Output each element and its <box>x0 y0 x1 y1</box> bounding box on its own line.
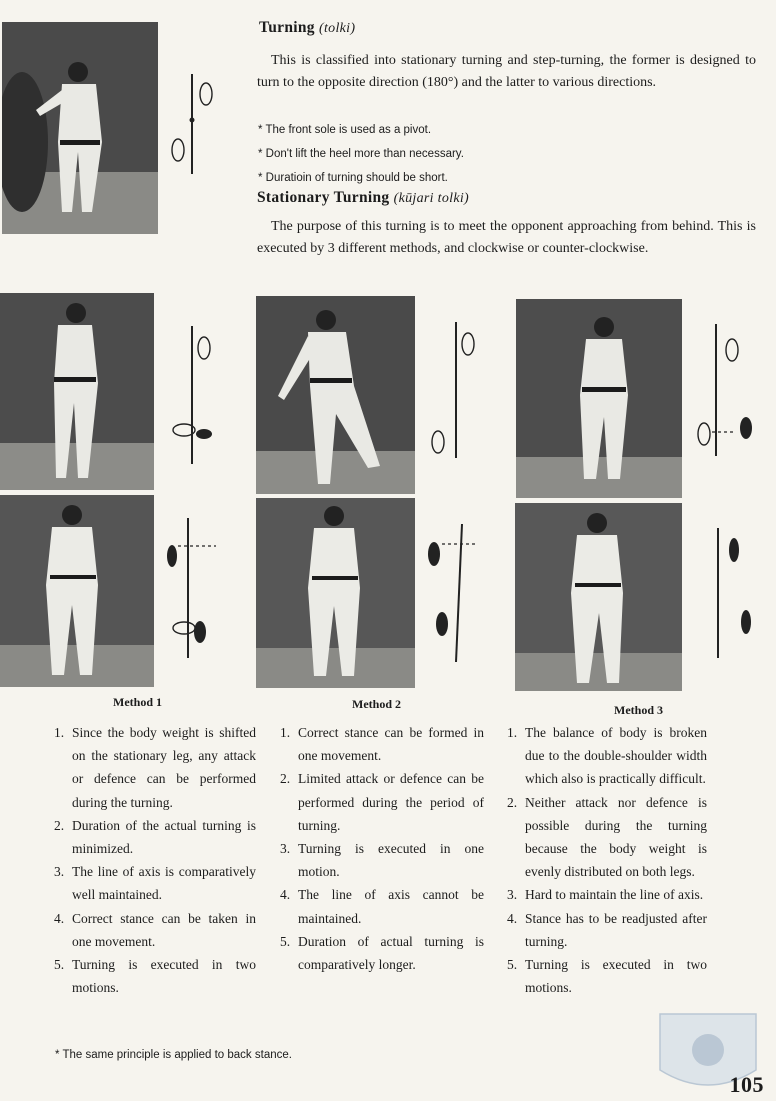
method-1-points <box>54 721 256 999</box>
method-1-diagram-bottom <box>160 516 220 662</box>
list-item: 1. The balance of body is broken due to the double-shoulder width which also is practically difficult. <box>507 721 707 791</box>
list-item: 3. The line of axis is comparatively well maintained. <box>54 860 256 906</box>
list-item: 2. Duration of the actual turning is minimized. <box>54 814 256 860</box>
list-item: 4. Stance has to be readjusted after turning. <box>507 907 707 953</box>
method-2-diagram-top <box>422 320 484 460</box>
method-3-diagram-bottom <box>692 526 758 660</box>
method-3-photo-front <box>516 299 682 498</box>
section-title-term: (tolki) <box>319 21 356 36</box>
list-item: 5. Turning is executed in two motions. <box>507 953 707 999</box>
method-3-point-2: Neither attack nor defence is possible during the turning because the body weight is evenly distributed on both legs. <box>525 794 707 880</box>
list-item: 2. Limited attack or defence can be performed during the period of turning. <box>280 767 484 837</box>
method-2-points <box>280 721 484 976</box>
note-1: * The front sole is used as a pivot. <box>258 124 432 136</box>
method-1-photo-back <box>0 495 154 687</box>
list-item: 5. Duration of actual turning is comparatively longer. <box>280 930 484 976</box>
method-3-point-3: Hard to maintain the line of axis. <box>525 887 704 903</box>
method-1-point-3: The line of axis is comparatively well maintained. <box>72 864 256 903</box>
method-2-point-3: Turning is executed in one motion. <box>298 841 484 880</box>
method-2-point-2: Limited attack or defence can be performed during the period of turning. <box>298 771 484 833</box>
method-1-point-1: Since the body weight is shifted on the stationary leg, any attack or defence can be performed during the turning. <box>72 725 256 810</box>
list-item: 4. Correct stance can be taken in one movement. <box>54 907 256 953</box>
intro-paragraph: This is classified into stationary turning and step-turning, the former is designed to turn to the opposite direction (180°) and the latter to various directions. <box>257 53 756 90</box>
note-3: * Duratioin of turning should be short. <box>258 172 448 184</box>
method-3-point-4: Stance has to be readjusted after turning. <box>525 910 707 949</box>
method-3-point-1: The balance of body is broken due to the double-shoulder width which also is practically difficult. <box>525 725 707 787</box>
method-3-diagram-top <box>692 320 758 458</box>
sub-intro-paragraph: The purpose of this turning is to meet the opponent approaching from behind. This is executed by 3 different methods, and clockwise or counter-clockwise. <box>257 219 756 256</box>
footnote: * The same principle is applied to back stance. <box>55 1049 292 1061</box>
note-2: * Don't lift the heel more than necessary. <box>258 148 464 160</box>
subsection-title <box>257 189 469 207</box>
list-item: 1. Correct stance can be formed in one movement. <box>280 721 484 767</box>
method-3-points <box>507 721 707 999</box>
section-title-text: Turning <box>259 19 315 36</box>
list-item: 4. The line of axis cannot be maintained. <box>280 883 484 929</box>
method-2-photo-front <box>256 296 415 494</box>
list-item: 5. Turning is executed in two motions. <box>54 953 256 999</box>
list-item: 2. Neither attack nor defence is possible during the turning because the body weight is evenly distributed on both legs. <box>507 791 707 884</box>
method-2-label: Method 2 <box>352 697 401 711</box>
list-item: 1. Since the body weight is shifted on the stationary leg, any attack or defence can be performed during the turning. <box>54 721 256 814</box>
footwork-diagram-top <box>166 70 222 180</box>
method-2-diagram-bottom <box>422 520 484 666</box>
list-item: 3. Hard to maintain the line of axis. <box>507 883 707 906</box>
subsection-title-text: Stationary Turning <box>257 189 390 206</box>
method-1-label: Method 1 <box>113 695 162 709</box>
top-photo-front-view <box>2 22 158 234</box>
method-1-photo-front <box>0 293 154 490</box>
method-1-diagram-top <box>160 318 220 468</box>
subsection-title-term: (kūjari tolki) <box>393 191 470 206</box>
section-title <box>259 19 355 37</box>
method-1-point-5: Turning is executed in two motions. <box>72 957 256 996</box>
method-2-point-4: The line of axis cannot be maintained. <box>298 887 484 926</box>
method-1-point-2: Duration of the actual turning is minimized. <box>72 817 256 857</box>
method-2-point-5: Duration of actual turning is comparatively longer. <box>298 933 484 973</box>
method-3-label: Method 3 <box>614 703 663 717</box>
method-1-point-4: Correct stance can be taken in one movement. <box>72 910 256 949</box>
method-3-point-5: Turning is executed in two motions. <box>525 957 707 996</box>
page-number: 105 <box>729 1072 764 1097</box>
method-3-photo-back <box>515 503 682 691</box>
method-2-point-1: Correct stance can be formed in one movement. <box>298 725 484 764</box>
list-item: 3. Turning is executed in one motion. <box>280 837 484 883</box>
method-2-photo-back <box>256 498 415 688</box>
